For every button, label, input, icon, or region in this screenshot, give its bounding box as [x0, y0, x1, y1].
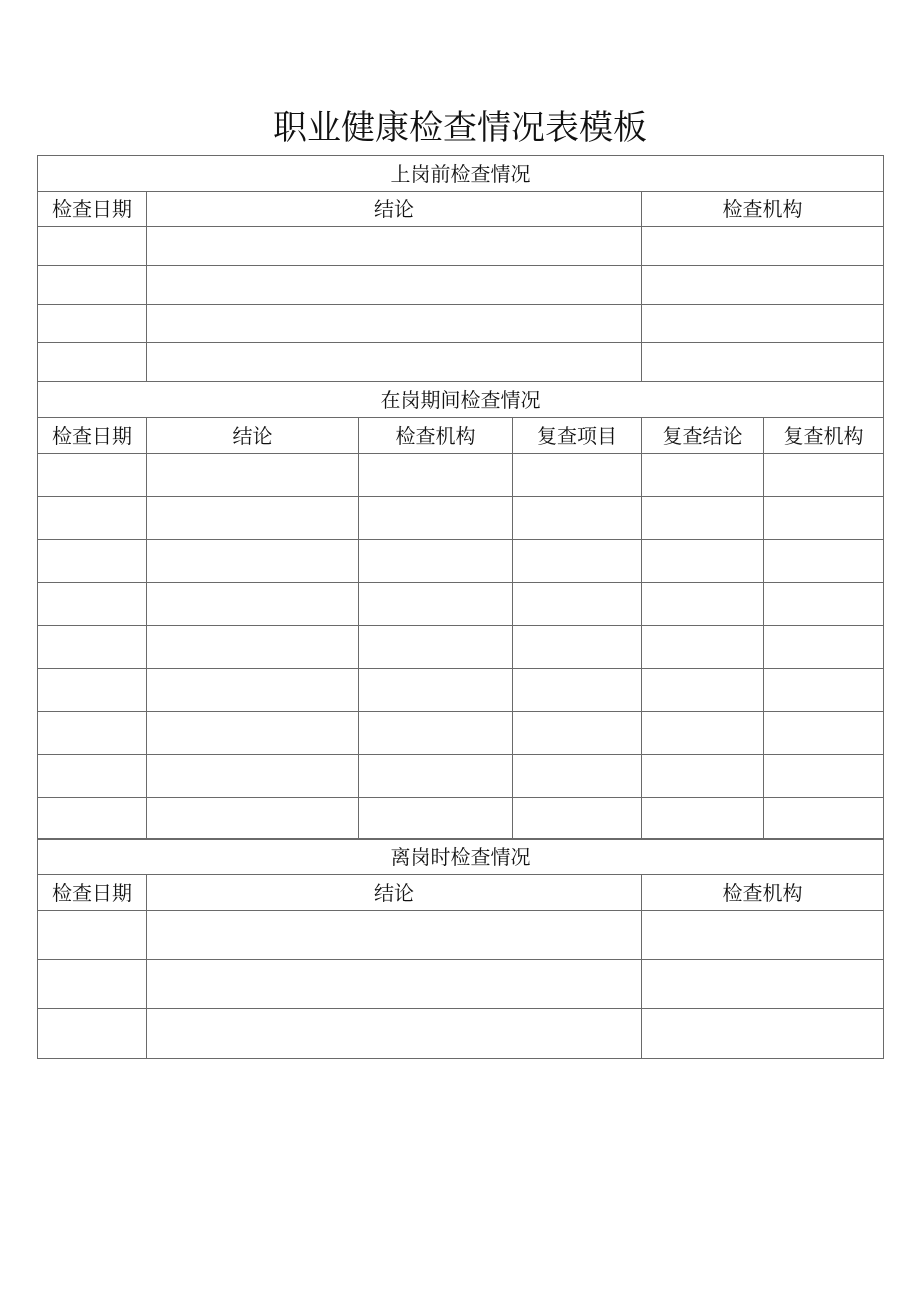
cell-conclusion[interactable]: [147, 540, 359, 583]
pre-job-table: [37, 155, 884, 382]
header-conclusion: 结论: [147, 192, 642, 227]
cell-exam-institution[interactable]: [359, 798, 513, 840]
table-row: [38, 540, 884, 583]
cell-recheck-items[interactable]: [513, 497, 642, 540]
cell-exam-institution[interactable]: [359, 755, 513, 798]
cell-conclusion[interactable]: [147, 343, 642, 382]
cell-conclusion[interactable]: [147, 626, 359, 669]
on-job-section-title: 在岗期间检查情况: [38, 382, 884, 418]
cell-exam-date[interactable]: [38, 1009, 147, 1059]
cell-recheck-items[interactable]: [513, 540, 642, 583]
cell-recheck-institution[interactable]: [764, 540, 884, 583]
table-row: [38, 669, 884, 712]
cell-exam-institution[interactable]: [642, 1009, 884, 1059]
leave-job-table: [37, 838, 884, 1059]
cell-exam-institution[interactable]: [359, 712, 513, 755]
page-title: 职业健康检查情况表模板: [273, 108, 647, 148]
cell-exam-date[interactable]: [38, 540, 147, 583]
cell-recheck-conclusion[interactable]: [642, 798, 764, 840]
on-job-table: [37, 381, 884, 840]
cell-exam-date[interactable]: [38, 960, 147, 1009]
cell-exam-date[interactable]: [38, 454, 147, 497]
leave-job-header-row: [38, 875, 884, 911]
cell-exam-date[interactable]: [38, 911, 147, 960]
table-row: [38, 343, 884, 382]
cell-exam-date[interactable]: [38, 798, 147, 840]
cell-conclusion[interactable]: [147, 454, 359, 497]
header-exam-date: 检查日期: [38, 875, 147, 911]
cell-exam-institution[interactable]: [642, 266, 884, 305]
header-exam-date: 检查日期: [38, 418, 147, 454]
cell-recheck-conclusion[interactable]: [642, 540, 764, 583]
table-row: [38, 497, 884, 540]
cell-recheck-institution[interactable]: [764, 755, 884, 798]
cell-recheck-institution[interactable]: [764, 497, 884, 540]
header-recheck-items: 复查项目: [513, 418, 642, 454]
pre-job-header-row: [38, 192, 884, 227]
cell-exam-institution[interactable]: [359, 497, 513, 540]
cell-conclusion[interactable]: [147, 911, 642, 960]
cell-recheck-institution[interactable]: [764, 798, 884, 840]
cell-recheck-items[interactable]: [513, 454, 642, 497]
cell-exam-institution[interactable]: [642, 227, 884, 266]
cell-exam-institution[interactable]: [642, 960, 884, 1009]
cell-conclusion[interactable]: [147, 583, 359, 626]
cell-exam-institution[interactable]: [359, 626, 513, 669]
cell-exam-institution[interactable]: [359, 454, 513, 497]
cell-exam-date[interactable]: [38, 266, 147, 305]
header-conclusion: 结论: [147, 418, 359, 454]
cell-exam-date[interactable]: [38, 669, 147, 712]
table-row: [38, 712, 884, 755]
cell-exam-date[interactable]: [38, 305, 147, 343]
cell-recheck-conclusion[interactable]: [642, 583, 764, 626]
cell-recheck-items[interactable]: [513, 669, 642, 712]
cell-recheck-items[interactable]: [513, 583, 642, 626]
cell-recheck-institution[interactable]: [764, 583, 884, 626]
header-exam-institution: 检查机构: [642, 875, 884, 911]
table-row: [38, 911, 884, 960]
cell-exam-date[interactable]: [38, 583, 147, 626]
cell-conclusion[interactable]: [147, 497, 359, 540]
cell-exam-institution[interactable]: [642, 911, 884, 960]
cell-recheck-institution[interactable]: [764, 669, 884, 712]
cell-recheck-items[interactable]: [513, 755, 642, 798]
on-job-header-row: [38, 418, 884, 454]
cell-recheck-conclusion[interactable]: [642, 669, 764, 712]
cell-conclusion[interactable]: [147, 960, 642, 1009]
cell-exam-date[interactable]: [38, 755, 147, 798]
table-row: [38, 583, 884, 626]
cell-recheck-conclusion[interactable]: [642, 712, 764, 755]
table-row: [38, 798, 884, 840]
header-exam-institution: 检查机构: [642, 192, 884, 227]
cell-conclusion[interactable]: [147, 1009, 642, 1059]
table-row: [38, 755, 884, 798]
cell-conclusion[interactable]: [147, 266, 642, 305]
header-exam-institution: 检查机构: [359, 418, 513, 454]
cell-recheck-items[interactable]: [513, 626, 642, 669]
cell-recheck-institution[interactable]: [764, 712, 884, 755]
cell-recheck-conclusion[interactable]: [642, 755, 764, 798]
pre-job-section-title: 上岗前检查情况: [38, 156, 884, 192]
cell-conclusion[interactable]: [147, 755, 359, 798]
header-exam-date: 检查日期: [38, 192, 147, 227]
table-row: [38, 454, 884, 497]
cell-exam-institution[interactable]: [642, 305, 884, 343]
table-row: [38, 1009, 884, 1059]
cell-recheck-institution[interactable]: [764, 626, 884, 669]
cell-exam-date[interactable]: [38, 343, 147, 382]
cell-exam-date[interactable]: [38, 497, 147, 540]
leave-job-section-title: 离岗时检查情况: [38, 839, 884, 875]
cell-conclusion[interactable]: [147, 227, 642, 266]
table-row: [38, 227, 884, 266]
cell-exam-institution[interactable]: [642, 343, 884, 382]
cell-recheck-conclusion[interactable]: [642, 454, 764, 497]
header-conclusion: 结论: [147, 875, 642, 911]
header-recheck-conclusion: 复查结论: [642, 418, 764, 454]
cell-conclusion[interactable]: [147, 712, 359, 755]
cell-conclusion[interactable]: [147, 669, 359, 712]
cell-recheck-institution[interactable]: [764, 454, 884, 497]
cell-exam-date[interactable]: [38, 712, 147, 755]
cell-recheck-conclusion[interactable]: [642, 497, 764, 540]
cell-exam-institution[interactable]: [359, 583, 513, 626]
cell-exam-institution[interactable]: [359, 540, 513, 583]
cell-exam-date[interactable]: [38, 626, 147, 669]
header-recheck-institution: 复查机构: [764, 418, 884, 454]
table-row: [38, 626, 884, 669]
cell-exam-institution[interactable]: [359, 669, 513, 712]
cell-recheck-items[interactable]: [513, 712, 642, 755]
table-row: [38, 266, 884, 305]
cell-recheck-conclusion[interactable]: [642, 626, 764, 669]
cell-recheck-items[interactable]: [513, 798, 642, 840]
table-row: [38, 960, 884, 1009]
cell-conclusion[interactable]: [147, 305, 642, 343]
cell-conclusion[interactable]: [147, 798, 359, 840]
table-row: [38, 305, 884, 343]
cell-exam-date[interactable]: [38, 227, 147, 266]
